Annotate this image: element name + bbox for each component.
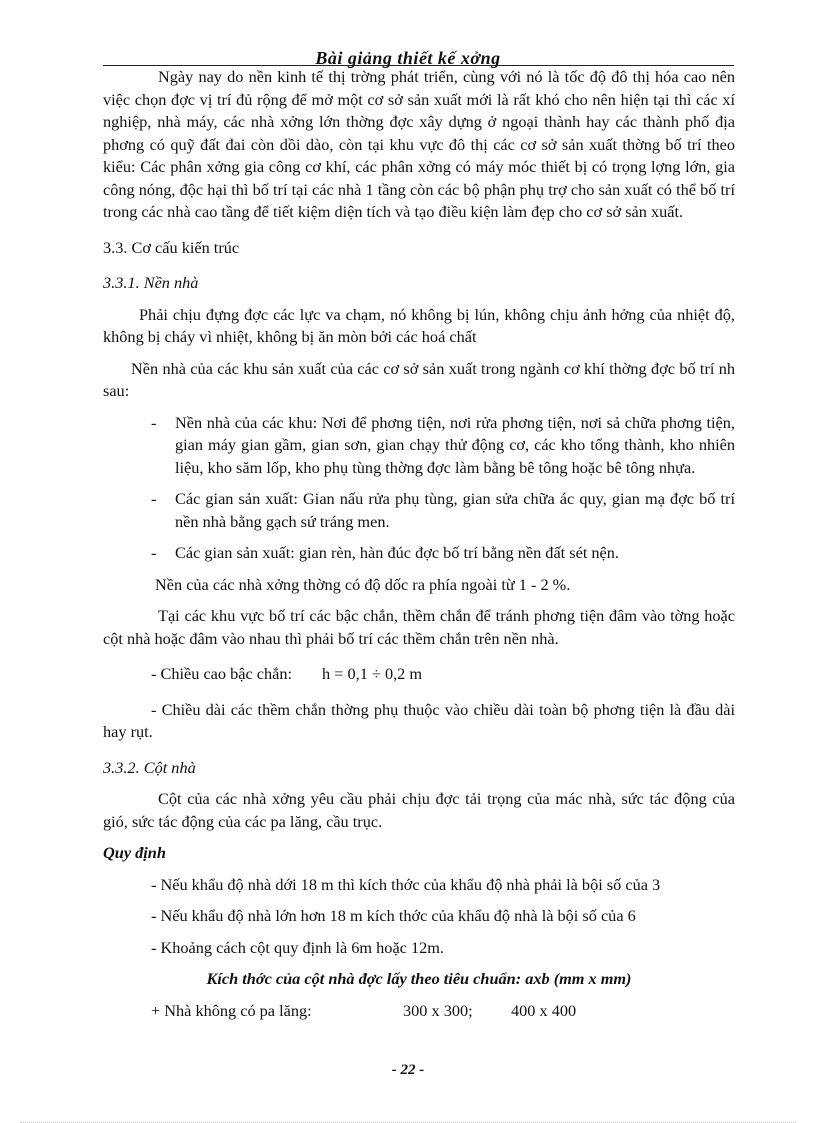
intro-paragraph: Ngày nay do nền kinh tế thị trờng phát triển, cùng với nó là tốc độ đô thị hóa cao nên việc chọn đợc vị trí đủ rộng để mở một cơ sở sản xuất mới là rất khó cho nên hiện tại thì các xí nghiệp, nhà máy, các nhà xởng lớn thờng đợc xây dựng ở ngoại thành hay các thành phố địa phơng có quỹ đất đai còn dồi dào, còn tại khu vực đô thị các cơ sở sản xuất thờng bố trí theo kiểu: Các phân xởng gia công cơ khí, các phân xởng có máy móc thiết bị có trọng lợng lớn, gia công nóng, độc hại thì bố trí tại các nhà 1 tầng còn các bộ phận phụ trợ cho sản xuất có thể bố trí trong các nhà cao tầng để tiết kiệm diện tích và tạo điều kiện làm đẹp cho cơ sở sản xuất. xyxy=(103,67,735,221)
barrier-length-paragraph: - Chiều dài các thềm chắn thờng phụ thuộc vào chiều dài toàn bộ phơng tiện là đầu dài hay rụt. xyxy=(103,699,735,741)
page-body xyxy=(103,66,735,1022)
list-item-text: Các gian sản xuất: Gian nấu rửa phụ tùng, gian sửa chữa ác quy, gian mạ đợc bố trí nền nhà bằng gạch sứ tráng men. xyxy=(175,489,735,531)
section-heading-3-3-2: 3.3.2. Cột nhà xyxy=(103,757,196,777)
column-size-heading: Kích thớc của cột nhà đợc lấy theo tiêu chuẩn: axb (mm x mm) xyxy=(206,969,632,988)
bullet-dash: - xyxy=(151,412,157,432)
list-item-text: Các gian sản xuất: gian rèn, hàn đúc đợc bố trí bằng nền đất sét nện. xyxy=(175,543,619,562)
page-number: - 22 - xyxy=(391,1062,425,1078)
running-header: Bài giảng thiết kế xởng xyxy=(315,48,501,68)
column-requirements-paragraph: Cột của các nhà xởng yêu cầu phải chịu đợc tải trọng của mác nhà, sức tác động của gió, sức tác động của các pa lăng, cầu trục. xyxy=(103,789,735,831)
no-crane-label: + Nhà không có pa lăng: xyxy=(151,1000,312,1020)
barrier-height-label: - Chiều cao bậc chắn: xyxy=(151,664,293,683)
list-item xyxy=(103,412,735,480)
rules-heading: Quy định xyxy=(103,843,166,862)
rule-item: - Nếu khẩu độ nhà dới 18 m thì kích thớc của khẩu độ nhà phải là bội số của 3 xyxy=(151,874,661,894)
list-item xyxy=(103,488,735,533)
section-heading-3-3: 3.3. Cơ cấu kiến trúc xyxy=(103,237,240,257)
barrier-height-line xyxy=(103,663,735,686)
bullet-dash: - xyxy=(151,489,157,508)
no-crane-line xyxy=(103,1000,735,1023)
floor-type-list xyxy=(103,412,735,565)
floor-layout-paragraph: Nền nhà của các khu sản xuất của các cơ sở sản xuất trong ngành cơ khí thờng đợc bố trí nh sau: xyxy=(103,358,735,400)
no-crane-size-2: 400 x 400 xyxy=(511,1000,577,1020)
list-item xyxy=(103,542,735,565)
bullet-dash: - xyxy=(151,543,157,562)
barrier-height-value: h = 0,1 ÷ 0,2 m xyxy=(322,664,423,683)
floor-requirements-paragraph: Phải chịu đựng đợc các lực va chạm, nó không bị lún, không chịu ảnh hởng của nhiệt độ, không bị cháy vì nhiệt, không bị ăn mòn bởi các hoá chất xyxy=(103,304,735,346)
floor-slope-paragraph: Nền của các nhà xởng thờng có độ dốc ra phía ngoài từ 1 - 2 %. xyxy=(155,574,571,594)
section-heading-3-3-1: 3.3.1. Nền nhà xyxy=(103,273,199,292)
list-item-text: Nền nhà của các khu: Nơi để phơng tiện, nơi rửa phơng tiện, nơi sả chữa phơng tiện, gian máy gian gầm, gian sơn, gian chạy thử động cơ, các kho tổng thành, kho nhiên liệu, kho săm lốp, kho phụ tùng thờng đợc làm bằng bê tông hoặc bê tông nhựa. xyxy=(175,412,735,477)
barrier-paragraph: Tại các khu vực bố trí các bậc chắn, thềm chắn để tránh phơng tiện đâm vào tờng hoặc cột nhà hoặc đâm vào nhau thì phải bố trí các thềm chắn trên nền nhà. xyxy=(103,606,735,648)
rule-item: - Nếu khẩu độ nhà lớn hơn 18 m kích thớc của khẩu độ nhà là bội số của 6 xyxy=(151,906,636,925)
rule-item: - Khoảng cách cột quy định là 6m hoặc 12m. xyxy=(151,937,444,957)
no-crane-size-1: 300 x 300; xyxy=(403,1000,473,1020)
